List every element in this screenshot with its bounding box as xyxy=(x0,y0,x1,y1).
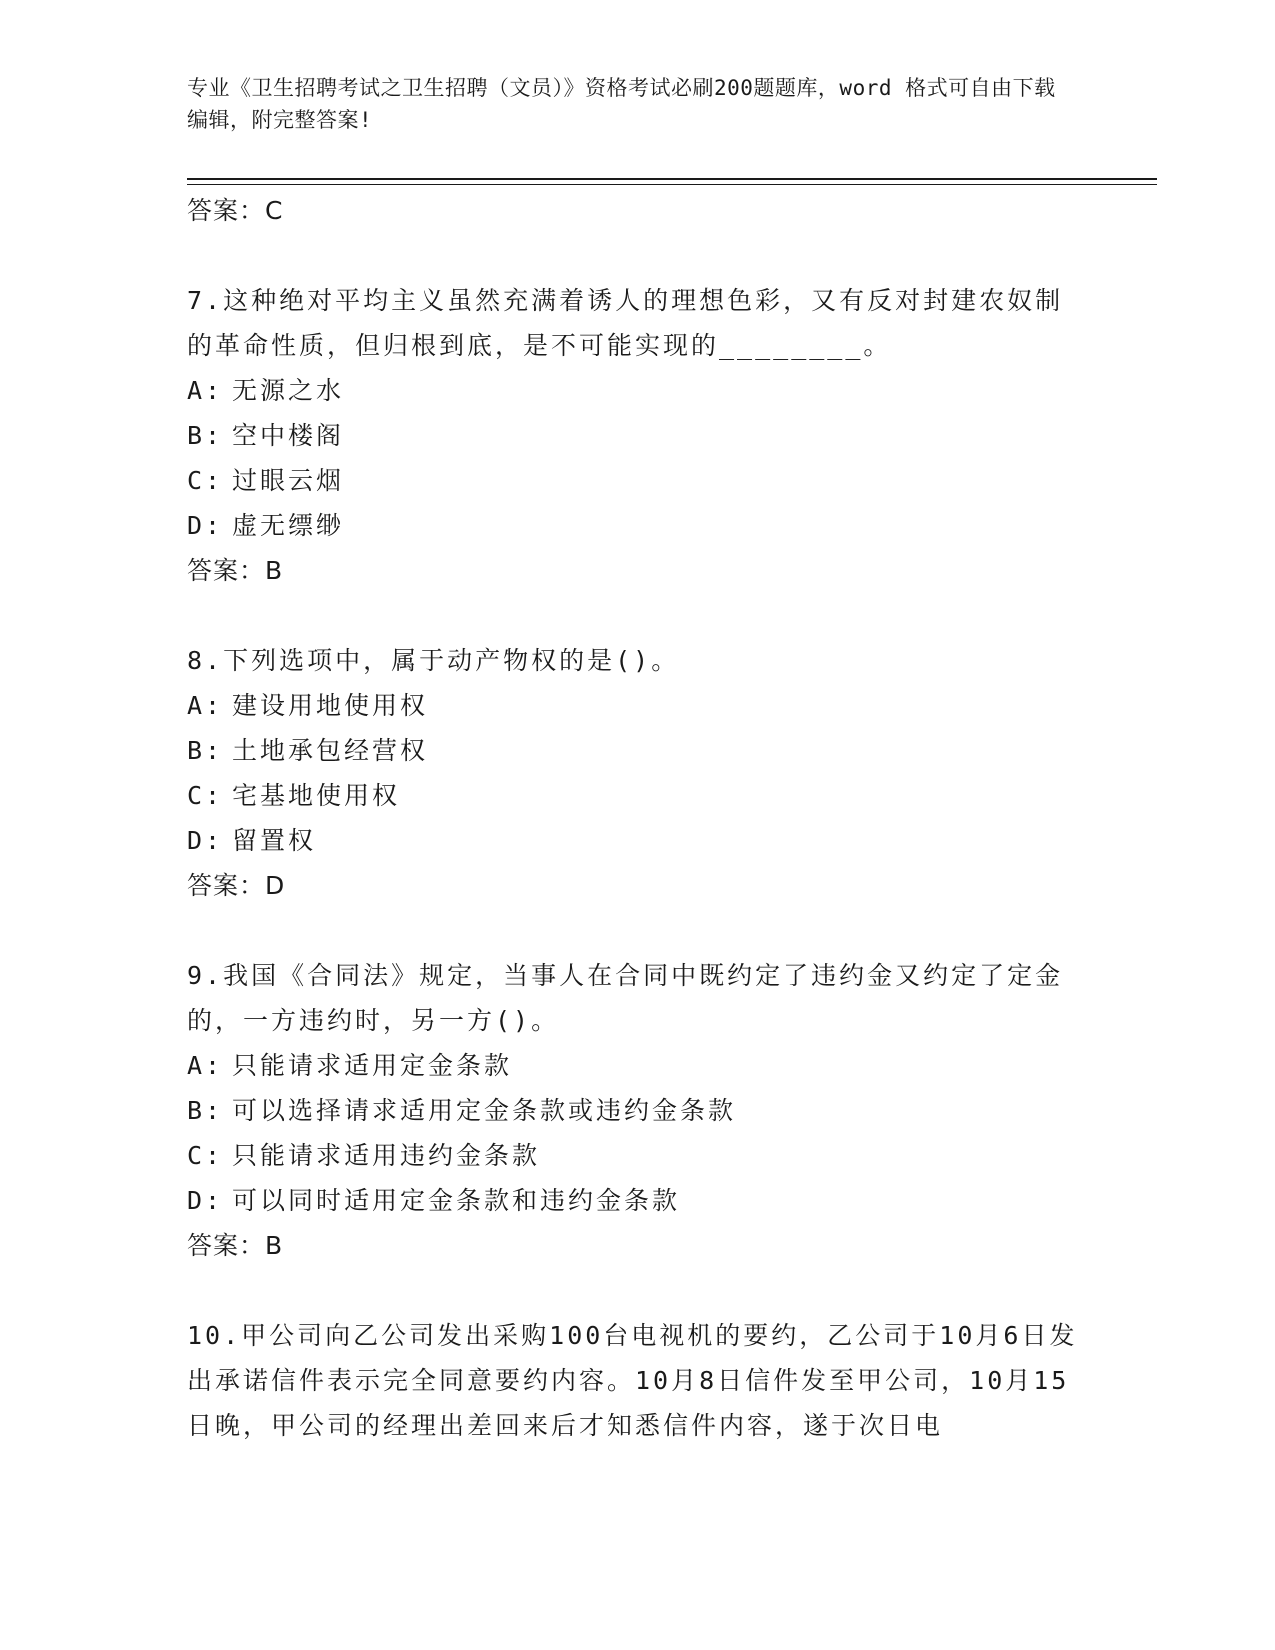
option-letter: B: xyxy=(187,1096,224,1125)
question-stem: 10.甲公司向乙公司发出采购100台电视机的要约，乙公司于10月6日发出承诺信件表示完全同意要约内容。10月8日信件发至甲公司，10月15日晚，甲公司的经理出差回来后才知悉信件内容，遂于次日电 xyxy=(187,1321,1078,1440)
option-b xyxy=(187,728,1087,773)
option-text: 留置权 xyxy=(232,826,317,855)
question-stem: 7.这种绝对平均主义虽然充满着诱人的理想色彩，又有反对封建农奴制的革命性质，但归根到底，是不可能实现的________。 xyxy=(187,286,1064,360)
option-letter: A: xyxy=(187,1051,224,1080)
option-text: 空中楼阁 xyxy=(232,421,345,450)
question-stem: 8.下列选项中，属于动产物权的是()。 xyxy=(187,646,680,675)
option-a xyxy=(187,368,1087,413)
option-d xyxy=(187,503,1087,548)
option-text: 只能请求适用违约金条款 xyxy=(232,1141,541,1170)
option-letter: B: xyxy=(187,421,224,450)
question-block xyxy=(187,278,1087,593)
answer-line: 答案：C xyxy=(187,196,284,225)
option-d xyxy=(187,818,1087,863)
option-text: 过眼云烟 xyxy=(232,466,345,495)
option-b xyxy=(187,413,1087,458)
option-text: 无源之水 xyxy=(232,376,345,405)
option-text: 宅基地使用权 xyxy=(232,781,401,810)
page-header: 专业《卫生招聘考试之卫生招聘（文员）》资格考试必刷200题题库，word 格式可自由下载编辑，附完整答案! xyxy=(187,76,1056,132)
answer-line: 答案：B xyxy=(187,556,284,585)
option-text: 虚无缥缈 xyxy=(232,511,345,540)
option-letter: D: xyxy=(187,511,224,540)
question-block xyxy=(187,1313,1087,1448)
option-letter: C: xyxy=(187,466,224,495)
answer-line: 答案：B xyxy=(187,1231,284,1260)
option-c xyxy=(187,458,1087,503)
option-a xyxy=(187,683,1087,728)
option-letter: D: xyxy=(187,1186,224,1215)
header-rule xyxy=(187,178,1157,185)
option-text: 可以同时适用定金条款和违约金条款 xyxy=(232,1186,681,1215)
answer-line: 答案：D xyxy=(187,871,286,900)
option-a xyxy=(187,1043,1087,1088)
option-b xyxy=(187,1088,1087,1133)
option-letter: C: xyxy=(187,1141,224,1170)
option-letter: D: xyxy=(187,826,224,855)
option-c xyxy=(187,773,1087,818)
option-letter: C: xyxy=(187,781,224,810)
question-block xyxy=(187,638,1087,908)
option-c xyxy=(187,1133,1087,1178)
option-letter: A: xyxy=(187,376,224,405)
question-block xyxy=(187,953,1087,1268)
option-text: 可以选择请求适用定金条款或违约金条款 xyxy=(232,1096,737,1125)
question-stem: 9.我国《合同法》规定，当事人在合同中既约定了违约金又约定了定金的，一方违约时，另一方()。 xyxy=(187,961,1064,1035)
option-text: 建设用地使用权 xyxy=(232,691,429,720)
option-text: 只能请求适用定金条款 xyxy=(232,1051,513,1080)
option-text: 土地承包经营权 xyxy=(232,736,429,765)
option-d xyxy=(187,1178,1087,1223)
document-body xyxy=(187,188,1087,1448)
option-letter: B: xyxy=(187,736,224,765)
option-letter: A: xyxy=(187,691,224,720)
